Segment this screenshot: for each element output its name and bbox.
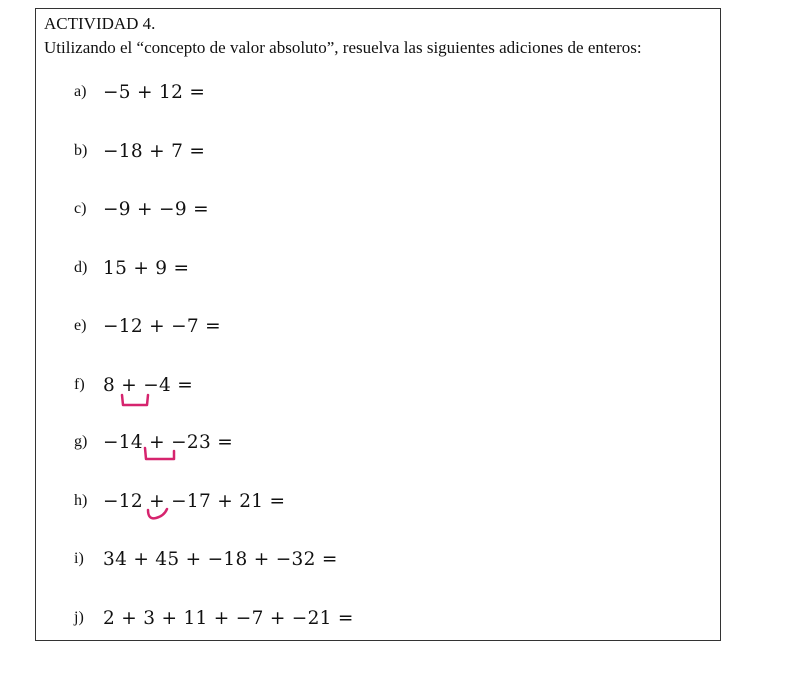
- exercise-label: d): [74, 259, 88, 276]
- exercise-label: i): [74, 550, 84, 567]
- exercise-expression: 2 + 3 + 11 + −7 + −21 =: [103, 607, 354, 629]
- exercise-expression: −14 + −23 =: [103, 431, 234, 453]
- exercise-expression: 15 + 9 =: [103, 257, 190, 279]
- exercise-label: e): [74, 317, 87, 334]
- curve-mark-h: [148, 509, 167, 518]
- exercise-label: j): [74, 609, 84, 626]
- exercise-expression: −18 + 7 =: [103, 140, 206, 162]
- exercise-label: b): [74, 142, 88, 159]
- exercise-label: h): [74, 492, 88, 509]
- activity-title: ACTIVIDAD 4.: [44, 14, 156, 33]
- exercise-expression: −5 + 12 =: [103, 81, 206, 103]
- exercise-label: g): [74, 433, 88, 450]
- exercise-label: c): [74, 200, 87, 217]
- exercise-expression: −12 + −7 =: [103, 315, 221, 337]
- bracket-mark-f: [122, 395, 148, 405]
- exercise-expression: −9 + −9 =: [103, 198, 209, 220]
- instructions: Utilizando el “concepto de valor absoluto”, resuelva las siguientes adiciones de enteros:: [44, 38, 642, 57]
- exercise-expression: 34 + 45 + −18 + −32 =: [103, 548, 338, 570]
- exercise-label: a): [74, 83, 87, 100]
- exercise-expression: −12 + −17 + 21 =: [103, 490, 286, 512]
- exercise-label: f): [74, 376, 85, 393]
- bracket-mark-g: [145, 448, 174, 459]
- exercise-expression: 8 + −4 =: [103, 374, 194, 396]
